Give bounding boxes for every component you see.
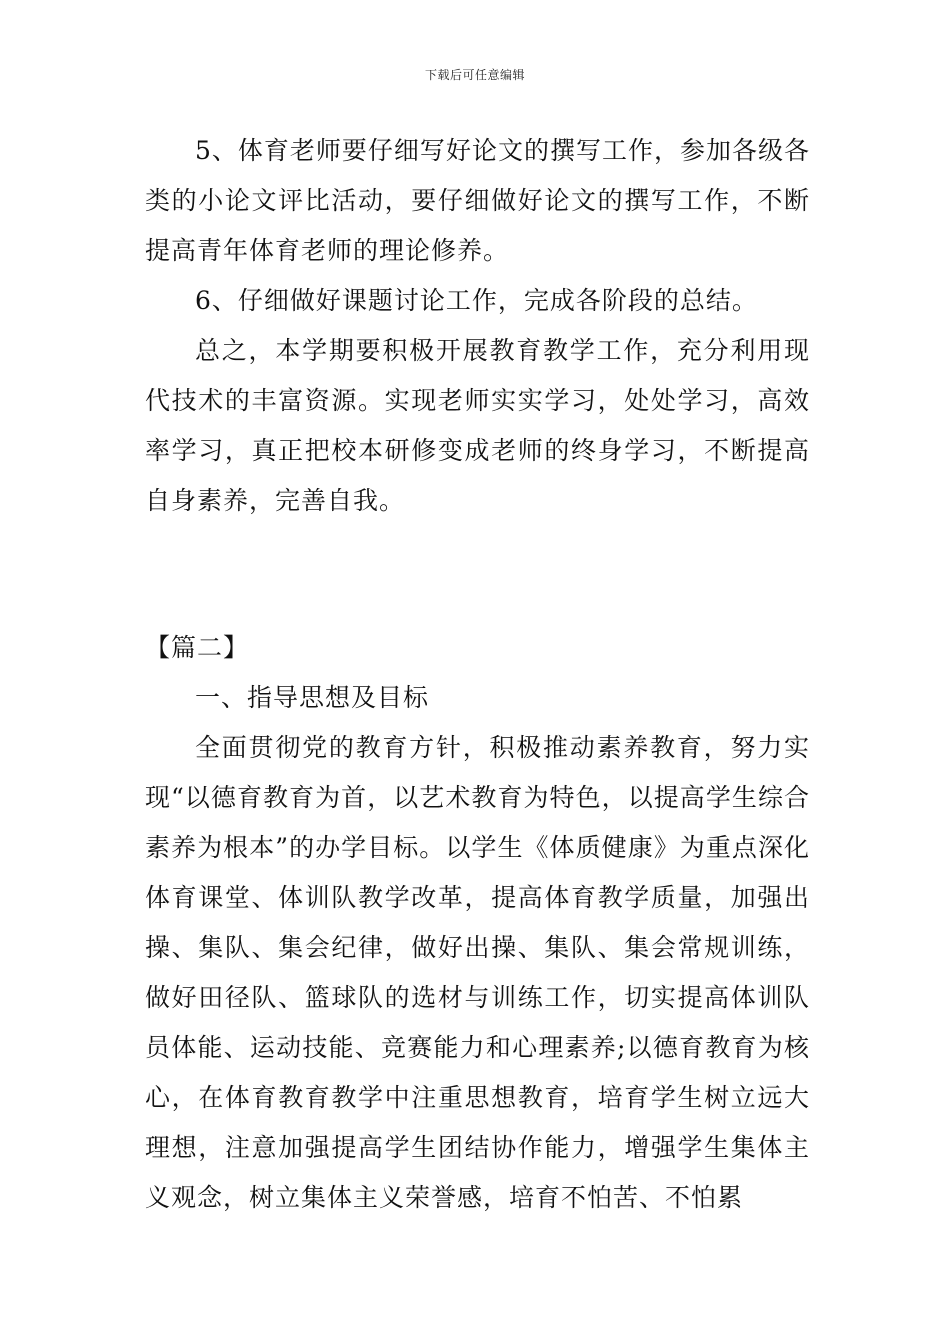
section-two-body xyxy=(145,673,810,1223)
paragraph-summary: 总之，本学期要积极开展教育教学工作，充分利用现代技术的丰富资源。实现老师实实学习，处处学习，高效率学习，真正把校本研修变成老师的终身学习，不断提高自身素养，完善自我。 xyxy=(145,336,810,515)
paragraph-item-5: 5、体育老师要仔细写好论文的撰写工作，参加各级各类的小论文评比活动，要仔细做好论文的撰写工作，不断提高青年体育老师的理论修养。 xyxy=(145,136,810,265)
paragraph-item-6: 6、仔细做好课题讨论工作，完成各阶段的总结。 xyxy=(195,286,758,315)
page-header-note: 下载后可任意编辑 xyxy=(424,68,525,82)
section-two-heading: 【篇二】 xyxy=(145,633,250,662)
paragraph-guiding-ideas: 全面贯彻党的教育方针，积极推动素养教育，努力实现“以德育教育为首，以艺术教育为特色，以提高学生综合素养为根本”的办学目标。以学生《体质健康》为重点深化体育课堂、体训队教学改革，提高体育教学质量，加强出操、集队、集会纪律，做好出操、集队、集会常规训练，做好田径队、篮球队的选材与训练工作，切实提高体训队员体能、运动技能、竞赛能力和心理素养;以德育教育为核心，在体育教育教学中注重思想教育，培育学生树立远大理想，注意加强提高学生团结协作能力，增强学生集体主义观念，树立集体主义荣誉感，培育不怕苦、不怕累 xyxy=(145,733,810,1212)
section-one-body xyxy=(145,126,810,526)
subheading-guiding-ideas: 一、指导思想及目标 xyxy=(195,683,430,712)
